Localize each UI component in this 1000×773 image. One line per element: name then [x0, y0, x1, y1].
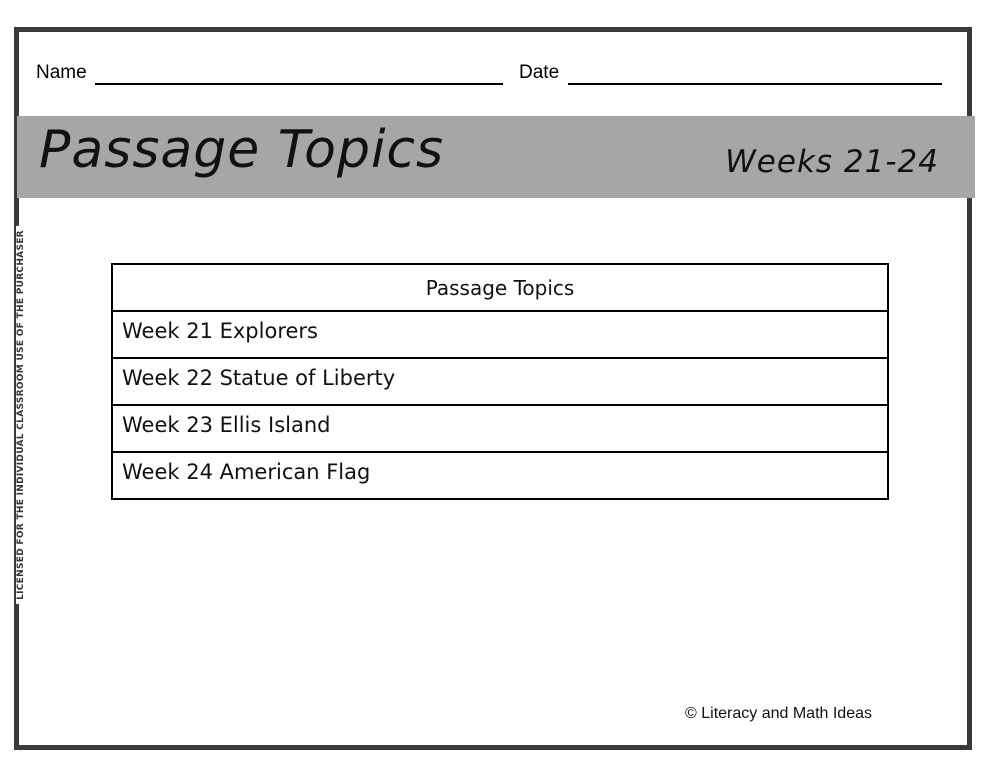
license-notice: LICENSED FOR THE INDIVIDUAL CLASSROOM USE OF THE PURCHASER: [16, 226, 26, 604]
name-label: Name: [36, 62, 87, 83]
table-cell: Week 24 American Flag: [112, 452, 888, 499]
table-row: [112, 311, 888, 358]
table-cell: Week 23 Ellis Island: [112, 405, 888, 452]
date-line: [568, 83, 942, 85]
table-header: Passage Topics: [112, 264, 888, 311]
weeks-subtitle: Weeks 21-24: [725, 144, 939, 180]
table-row: [112, 405, 888, 452]
name-line: [95, 83, 503, 85]
copyright-text: © Literacy and Math Ideas: [685, 705, 872, 722]
table-cell: Week 21 Explorers: [112, 311, 888, 358]
topics-table: [111, 263, 889, 500]
table-header-row: [112, 264, 888, 311]
table-row: [112, 452, 888, 499]
page-title: Passage Topics: [39, 120, 445, 180]
table-row: [112, 358, 888, 405]
title-banner: [17, 116, 975, 198]
date-label: Date: [519, 62, 560, 83]
name-date-row: [36, 60, 946, 90]
table-cell: Week 22 Statue of Liberty: [112, 358, 888, 405]
